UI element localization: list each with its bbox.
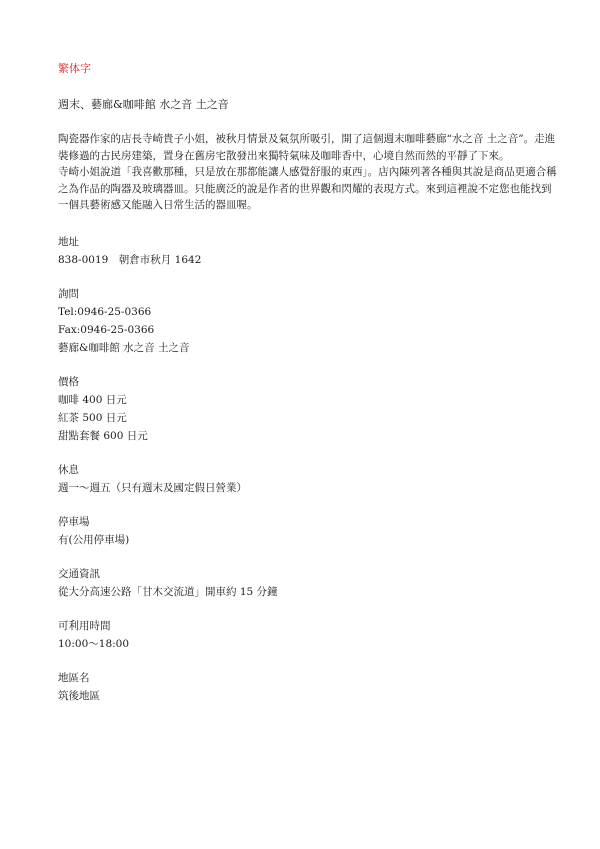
document-page bbox=[58, 62, 558, 721]
price-label: 價格 bbox=[58, 375, 79, 388]
price-coffee: 咖啡 400 日元 bbox=[58, 393, 127, 406]
hours-value: 10:00～18:00 bbox=[58, 637, 130, 650]
parking-value: 有(公用停車場) bbox=[58, 533, 130, 546]
closed-value: 週一～週五（只有週末及國定假日營業） bbox=[58, 481, 247, 494]
closed-section bbox=[58, 461, 558, 497]
intro-text bbox=[58, 131, 558, 214]
hours-label: 可利用時間 bbox=[58, 619, 111, 632]
address-section bbox=[58, 233, 558, 269]
closed-label: 休息 bbox=[58, 463, 79, 476]
parking-label: 停車場 bbox=[58, 515, 90, 528]
area-section bbox=[58, 669, 558, 705]
inquiry-label: 詢問 bbox=[58, 287, 79, 300]
address-value: 838-0019 朝倉市秋月 1642 bbox=[58, 253, 202, 266]
page-title: 週末、藝廊&咖啡館 水之音 土之音 bbox=[58, 98, 229, 111]
hours-section bbox=[58, 617, 558, 653]
area-label: 地區名 bbox=[58, 671, 90, 684]
access-section bbox=[58, 565, 558, 601]
area-value: 筑後地區 bbox=[58, 689, 100, 702]
contact-name: 藝廊&咖啡館 水之音 土之音 bbox=[58, 341, 190, 354]
price-section bbox=[58, 373, 558, 445]
access-label: 交通資訊 bbox=[58, 567, 100, 580]
intro-paragraph-1: 陶瓷器作家的店長寺崎貴子小姐，被秋月情景及氣氛所吸引，開了這個週末咖啡藝廊“水之音 土之音”。走進裝修過的古民房建築，置身在舊房宅散發出來獨特氣味及咖啡香中，心境自然而然的平靜了下來。 bbox=[58, 133, 556, 162]
parking-section bbox=[58, 513, 558, 549]
inquiry-section bbox=[58, 285, 558, 357]
language-tag: 繁体字 bbox=[58, 62, 91, 75]
address-label: 地址 bbox=[58, 235, 79, 248]
price-dessert-set: 甜點套餐 600 日元 bbox=[58, 429, 148, 442]
access-value: 從大分高速公路「甘木交流道」開車約 15 分鐘 bbox=[58, 585, 278, 598]
price-tea: 紅茶 500 日元 bbox=[58, 411, 127, 424]
tel-value: Tel:0946-25-0366 bbox=[58, 305, 152, 318]
fax-value: Fax:0946-25-0366 bbox=[58, 323, 155, 336]
intro-paragraph-2: 寺崎小姐說道「我喜歡那種，只是放在那都能讓人感覺舒服的東西」。店內陳列著各種與其說是商品更適合稱之為作品的陶器及玻璃器皿。只能廣泛的說是作者的世界觀和閃耀的表現方式。來到這裡說不定您也能找到一個具藝術感又能融入日常生活的器皿喔。 bbox=[58, 166, 557, 211]
